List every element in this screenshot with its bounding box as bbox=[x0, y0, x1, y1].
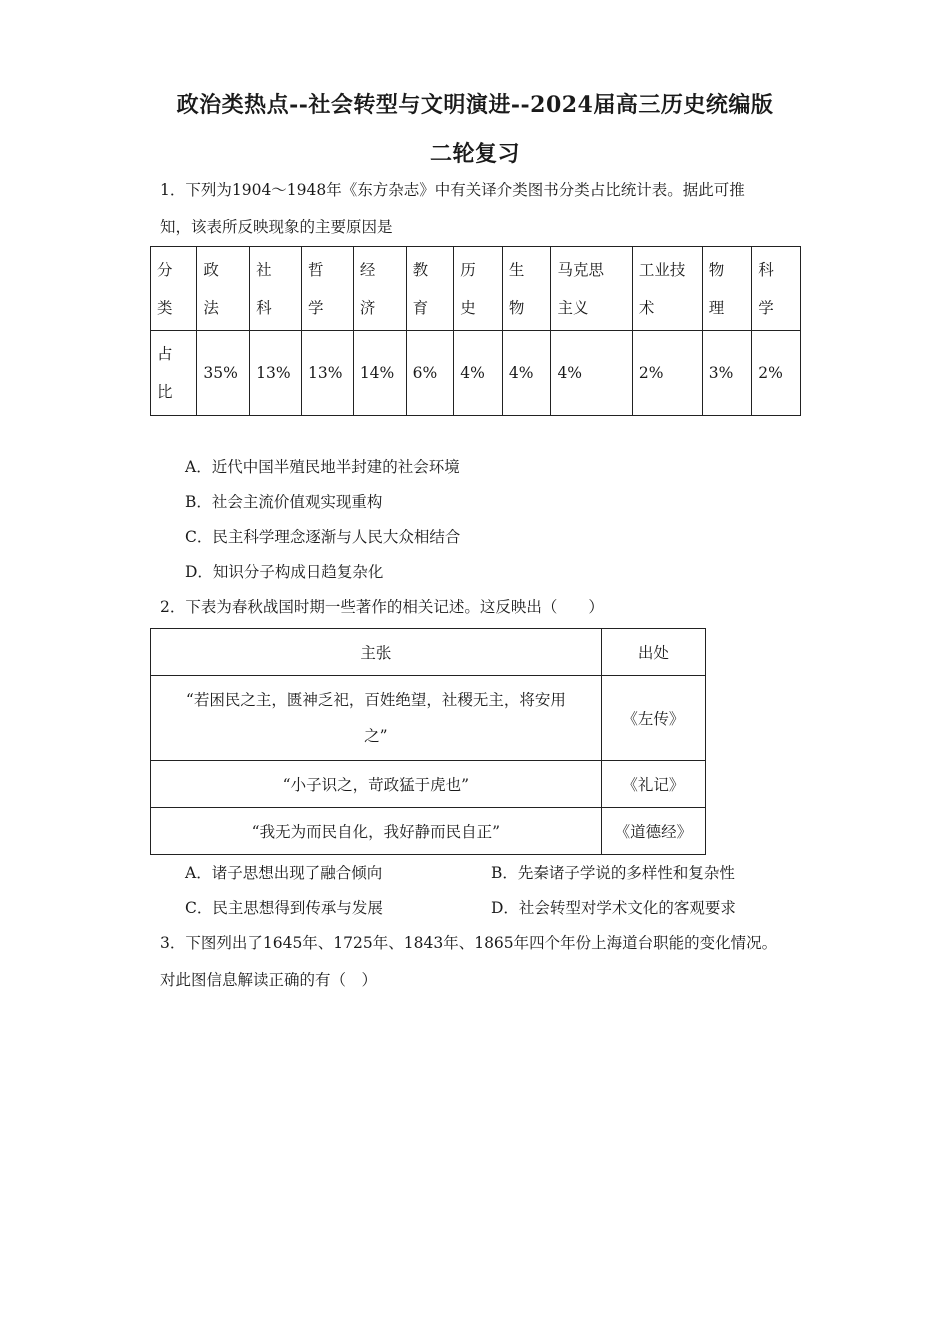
percent-cell: 14% bbox=[353, 331, 406, 416]
category-cell: 工业技 术 bbox=[632, 247, 702, 331]
category-cell: 教 育 bbox=[406, 247, 454, 331]
q1-row-header-share: 占 比 bbox=[151, 331, 197, 416]
category-cell: 政 法 bbox=[197, 247, 250, 331]
percent-cell: 4% bbox=[551, 331, 632, 416]
category-cell: 物 理 bbox=[702, 247, 752, 331]
source-cell: 《左传》 bbox=[601, 676, 705, 761]
source-cell: 《道德经》 bbox=[601, 808, 705, 855]
page-title-line-2: 二轮复习 bbox=[429, 141, 520, 167]
percent-cell: 4% bbox=[454, 331, 503, 416]
category-cell: 生 物 bbox=[502, 247, 551, 331]
claim-header: 主张 bbox=[151, 629, 602, 676]
source-header: 出处 bbox=[601, 629, 705, 676]
percent-cell: 13% bbox=[250, 331, 302, 416]
q1-table-percent-row bbox=[151, 331, 801, 416]
q1-option-a[interactable]: A．近代中国半殖民地半封建的社会环境 bbox=[185, 458, 460, 476]
category-cell: 马克思 主义 bbox=[551, 247, 632, 331]
claim-cell: “我无为而民自化，我好静而民自正” bbox=[151, 808, 602, 855]
category-cell: 社 科 bbox=[250, 247, 302, 331]
q2-stem: 2．下表为春秋战国时期一些著作的相关记述。这反映出（ ） bbox=[160, 598, 604, 616]
percent-cell: 3% bbox=[702, 331, 752, 416]
q2-option-a[interactable]: A．诸子思想出现了融合倾向 bbox=[185, 864, 383, 882]
claim-cell: “若困民之主，匮神乏祀，百姓绝望，社稷无主，将安用 之” bbox=[151, 676, 602, 761]
percent-cell: 6% bbox=[406, 331, 454, 416]
q1-stem-line-2: 知，该表所反映现象的主要原因是 bbox=[160, 218, 393, 236]
category-cell: 科 学 bbox=[752, 247, 801, 331]
table-row bbox=[151, 761, 706, 808]
q3-stem-line-1: 3．下图列出了1645年、1725年、1843年、1865年四个年份上海道台职能的变化情况。 bbox=[160, 934, 778, 952]
q2-table-header-row bbox=[151, 629, 706, 676]
page-title: 政治类热点--社会转型与文明演进--2024届高三历史统编版 bbox=[176, 92, 774, 118]
percent-cell: 35% bbox=[197, 331, 250, 416]
table-row bbox=[151, 808, 706, 855]
percent-cell: 13% bbox=[301, 331, 353, 416]
q2-option-d[interactable]: D．社会转型对学术文化的客观要求 bbox=[491, 899, 736, 917]
q1-table-header-row bbox=[151, 247, 801, 331]
source-cell: 《礼记》 bbox=[601, 761, 705, 808]
category-cell: 历 史 bbox=[454, 247, 503, 331]
q2-option-c[interactable]: C．民主思想得到传承与发展 bbox=[185, 899, 383, 917]
q1-row-header-category: 分 类 bbox=[151, 247, 197, 331]
category-cell: 经 济 bbox=[353, 247, 406, 331]
q1-option-d[interactable]: D．知识分子构成日趋复杂化 bbox=[185, 563, 384, 581]
category-cell: 哲 学 bbox=[301, 247, 353, 331]
q1-option-c[interactable]: C．民主科学理念逐渐与人民大众相结合 bbox=[185, 528, 461, 546]
table-row bbox=[151, 676, 706, 761]
q2-option-b[interactable]: B．先秦诸子学说的多样性和复杂性 bbox=[491, 864, 735, 882]
q2-source-table bbox=[150, 628, 706, 855]
percent-cell: 2% bbox=[752, 331, 801, 416]
percent-cell: 2% bbox=[632, 331, 702, 416]
q3-stem-line-2: 对此图信息解读正确的有（ ） bbox=[160, 971, 378, 989]
q1-option-b[interactable]: B．社会主流价值观实现重构 bbox=[185, 493, 383, 511]
q1-stem-line-1: 1．下列为1904～1948年《东方杂志》中有关译介类图书分类占比统计表。据此可推 bbox=[160, 181, 745, 199]
q1-category-table bbox=[150, 246, 801, 416]
claim-cell: “小子识之，苛政猛于虎也” bbox=[151, 761, 602, 808]
percent-cell: 4% bbox=[502, 331, 551, 416]
